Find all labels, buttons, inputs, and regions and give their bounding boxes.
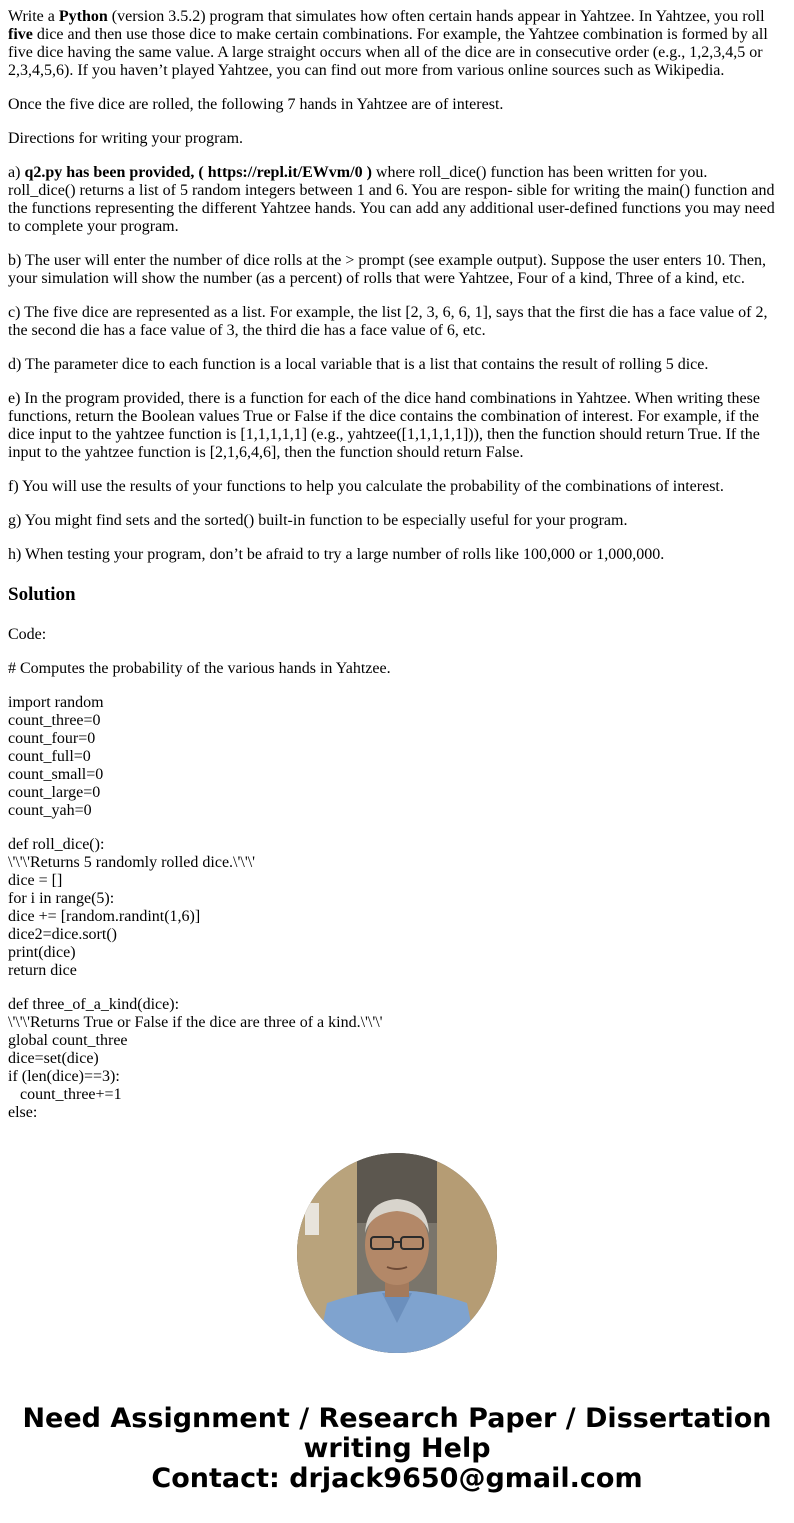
code-line: count_large=0 xyxy=(8,784,101,801)
code-line: return dice xyxy=(8,962,77,979)
code-line: import random xyxy=(8,694,104,711)
item-c: c) The five dice are represented as a list. For example, the list [2, 3, 6, 6, 1], says that the first die has a face value of 2, the second die has a face value of 3, the third die has a face value of 6, etc. xyxy=(8,304,768,339)
code-line: dice += [random.randint(1,6)] xyxy=(8,908,201,925)
code-line: count_three=0 xyxy=(8,712,101,729)
code-block-three-of-a-kind xyxy=(8,996,778,1122)
code-block-imports xyxy=(8,694,778,820)
code-line: global count_three xyxy=(8,1032,128,1049)
item-g: g) You might find sets and the sorted() built-in function to be especially useful for your program. xyxy=(8,512,628,529)
promo-line-1: Need Assignment / Research Paper / Dissertation xyxy=(22,1403,772,1434)
code-line: else: xyxy=(8,1104,38,1121)
intro-text-3: dice and then use those dice to make certain combinations. For example, the Yahtzee combination is formed by all five dice having the same value. A large straight occurs when all of the dice are in consecutive order (e.g., 1,2,3,4,5 or 2,3,4,5,6). If you haven’t played Yahtzee, you can find out more from various online sources such as Wikipedia. xyxy=(8,26,768,79)
hands-paragraph: Once the five dice are rolled, the following 7 hands in Yahtzee are of interest. xyxy=(8,96,504,113)
code-line: def roll_dice(): xyxy=(8,836,105,853)
solution-heading: Solution xyxy=(8,584,76,605)
promo-contact: Contact: drjack9650@gmail.com xyxy=(151,1463,643,1494)
code-line: count_small=0 xyxy=(8,766,104,783)
item-h: h) When testing your program, don’t be afraid to try a large number of rolls like 100,000 or 1,000,000. xyxy=(8,546,665,563)
intro-bold-five: five xyxy=(8,26,33,43)
intro-text-1: Write a xyxy=(8,8,59,25)
item-a xyxy=(8,164,778,236)
item-f: f) You will use the results of your functions to help you calculate the probability of the combinations of interest. xyxy=(8,478,724,495)
intro-text-2: (version 3.5.2) program that simulates how often certain hands appear in Yahtzee. In Yahtzee, you roll xyxy=(107,8,765,25)
author-photo xyxy=(297,1153,497,1353)
promo-banner xyxy=(0,1404,794,1494)
intro-bold-python: Python xyxy=(58,8,108,25)
code-line: \'\'\'Returns 5 randomly rolled dice.\'\'\' xyxy=(8,854,256,871)
code-label: Code: xyxy=(8,626,47,643)
promo-line-2: writing Help xyxy=(303,1433,491,1464)
code-line: count_full=0 xyxy=(8,748,91,765)
item-a-bold: q2.py has been provided, ( https://repl.it/EWvm/0 ) xyxy=(24,164,372,181)
item-a-prefix: a) xyxy=(8,164,25,181)
code-line: count_three+=1 xyxy=(8,1086,122,1103)
code-line: dice2=dice.sort() xyxy=(8,926,117,943)
code-line: \'\'\'Returns True or False if the dice are three of a kind.\'\'\' xyxy=(8,1014,383,1031)
code-line: for i in range(5): xyxy=(8,890,115,907)
code-line: count_four=0 xyxy=(8,730,96,747)
directions-paragraph: Directions for writing your program. xyxy=(8,130,244,147)
code-line: dice = [] xyxy=(8,872,63,889)
item-b: b) The user will enter the number of dice rolls at the > prompt (see example output). Suppose the user enters 10. Then, your simulation will show the number (as a percent) of rolls that were Yahtzee, Four of a kind, Three of a kind, etc. xyxy=(8,252,767,287)
document-body xyxy=(8,8,778,1138)
code-line: dice=set(dice) xyxy=(8,1050,99,1067)
code-line: def three_of_a_kind(dice): xyxy=(8,996,180,1013)
code-line: if (len(dice)==3): xyxy=(8,1068,120,1085)
author-avatar xyxy=(297,1153,497,1353)
code-comment: # Computes the probability of the various hands in Yahtzee. xyxy=(8,660,391,677)
code-block-roll-dice xyxy=(8,836,778,980)
item-e: e) In the program provided, there is a function for each of the dice hand combinations in Yahtzee. When writing these functions, return the Boolean values True or False if the dice contains the combination of interest. For example, if the dice input to the yahtzee function is [1,1,1,1,1] (e.g., yahtzee([1,1,1,1,1])), then the function should return True. If the input to the yahtzee function is [2,1,6,4,6], then the function should return False. xyxy=(8,390,760,461)
item-a-text: where roll_dice() function has been written for you. roll_dice() returns a list of 5 random integers between 1 and 6. You are respon- sible for writing the main() function and the functions representing the different Yahtzee hands. You can add any additional user-defined functions you may need to complete your program. xyxy=(8,164,775,235)
item-d: d) The parameter dice to each function is a local variable that is a list that contains the result of rolling 5 dice. xyxy=(8,356,709,373)
intro-paragraph xyxy=(8,8,778,80)
code-line: print(dice) xyxy=(8,944,76,961)
code-line: count_yah=0 xyxy=(8,802,92,819)
